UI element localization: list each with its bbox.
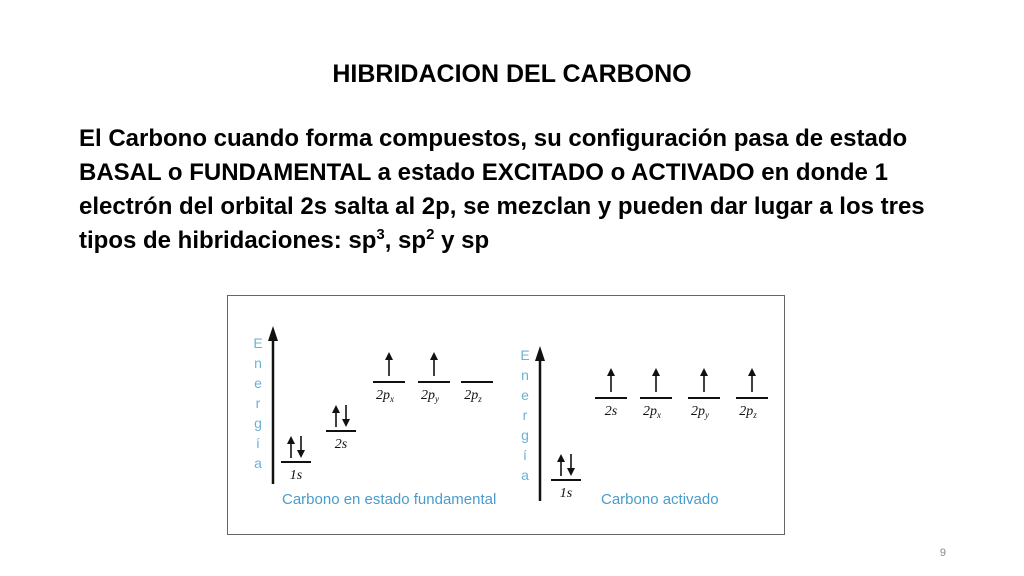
spin-up-arrow-head [385,352,393,360]
body-text-part-3: y sp [434,227,490,254]
excited-axis-letter: E [520,347,530,363]
spin-up-arrow-head [748,368,756,376]
ground-axis-letter: g [254,415,262,431]
ground-orbital-2py [418,352,450,404]
excited-orbital-2pz [736,368,768,420]
orbital-label: $2p_x$ [376,388,394,404]
body-text-part-1: El Carbono cuando forma compuestos, su configuración pasa de estado BASAL o FUNDAMENTAL a estado EXCITADO o ACTIVADO en donde 1 electrón del orbital 2s salta al 2p, se mezclan y pueden dar lugar a los tres tipos de hibridaciones: sp [79,125,925,254]
excited-axis-letter: í [523,447,527,463]
ground-axis-letter: a [254,455,262,471]
orbital-diagram-figure [227,295,785,535]
orbital-subscript: x [657,410,661,420]
spin-up-arrow-head [652,368,660,376]
spin-down-arrow-head [297,450,305,458]
ground-axis-letter: E [253,335,263,351]
ground-axis-letter: í [256,435,260,451]
excited-axis-letter: r [522,407,528,423]
orbital-subscript: z [478,394,482,404]
spin-up-arrow-head [607,368,615,376]
ground-orbital-2s [326,405,356,452]
superscript-2: 2 [426,226,435,243]
excited-orbital-1s [551,454,581,501]
slide-body-text [79,122,959,258]
orbital-subscript: z [753,410,757,420]
ground-axis-letter: r [255,395,261,411]
orbital-label: $2p_z$ [464,388,482,404]
orbital-label: $2p_z$ [739,404,757,420]
spin-up-arrow-head [557,454,565,462]
orbital-subscript: x [390,394,394,404]
orbital-subscript: y [435,394,439,404]
page-number: 9 [939,547,946,559]
ground-state-caption: Carbono en estado fundamental [282,491,497,508]
excited-orbital-2s [595,368,627,419]
excited-state-orbitals [551,368,768,501]
excited-energy-arrowhead [535,346,545,361]
orbital-label: $2p_y$ [421,388,439,404]
spin-up-arrow-head [430,352,438,360]
excited-axis-letter: e [521,387,529,403]
orbital-subscript: y [705,410,709,420]
slide-title: HIBRIDACION DEL CARBONO [332,60,692,88]
excited-axis-letter: g [521,427,529,443]
orbital-label: 2s [604,404,618,419]
spin-up-arrow-head [700,368,708,376]
spin-up-arrow-head [332,405,340,413]
body-text-part-2: , sp [384,227,427,254]
orbital-label: 1s [289,468,303,483]
orbital-label: 2s [334,437,348,452]
ground-orbital-2pz [461,382,493,404]
ground-orbital-1s [281,436,311,483]
spin-down-arrow-head [567,468,575,476]
ground-energy-arrowhead [268,326,278,341]
excited-state-caption: Carbono activado [601,491,719,508]
ground-axis-letter: e [254,375,262,391]
spin-down-arrow-head [342,419,350,427]
ground-energy-axis [253,326,278,484]
ground-state-orbitals [281,352,493,483]
excited-energy-axis [520,346,545,501]
excited-axis-letter: n [521,367,529,383]
excited-orbital-2py [688,368,720,420]
ground-orbital-2px [373,352,405,404]
excited-axis-letter: a [521,467,529,483]
superscript-3: 3 [376,226,385,243]
orbital-label: $2p_x$ [643,404,661,420]
orbital-label: $2p_y$ [691,404,709,420]
spin-up-arrow-head [287,436,295,444]
orbital-label: 1s [559,486,573,501]
orbital-diagram [228,296,784,534]
excited-orbital-2px [640,368,672,420]
ground-axis-letter: n [254,355,262,371]
